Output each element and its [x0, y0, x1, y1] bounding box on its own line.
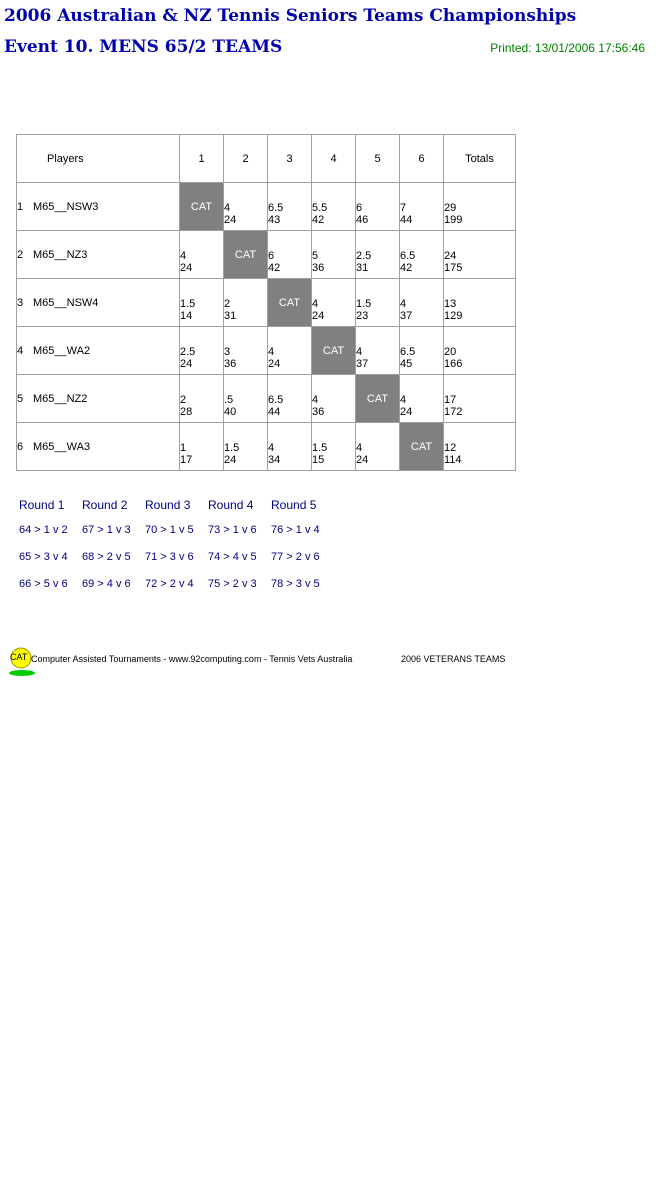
total-cell [444, 375, 516, 423]
score-rubbers: 1 [180, 441, 187, 454]
score-games: 42 [400, 261, 413, 274]
score-cell [180, 423, 224, 471]
cat-cell: CAT [400, 423, 444, 471]
score-cell [312, 375, 356, 423]
player-cell [17, 183, 180, 231]
score-rubbers: 1.5 [224, 441, 240, 454]
cat-cell: CAT [312, 327, 356, 375]
printed-timestamp: Printed: 13/01/2006 17:56:46 [490, 41, 645, 55]
column-header: 6 [400, 135, 444, 183]
round-header: Round 4 [208, 498, 254, 512]
score-games: 31 [356, 261, 369, 274]
score-games: 37 [356, 357, 369, 370]
total-games: 175 [444, 261, 463, 274]
table-row [17, 231, 516, 279]
score-rubbers: 2 [180, 393, 187, 406]
column-header: 3 [268, 135, 312, 183]
round-match: 67 > 1 v 3 [82, 524, 131, 536]
total-games: 166 [444, 357, 463, 370]
score-games: 46 [356, 213, 369, 226]
score-rubbers: 1.5 [312, 441, 328, 454]
player-name: M65__NSW4 [33, 296, 99, 309]
score-games: 37 [400, 309, 413, 322]
score-games: 42 [268, 261, 281, 274]
player-name: M65__WA3 [33, 440, 91, 453]
score-cell [268, 423, 312, 471]
table-row [17, 183, 516, 231]
total-games: 129 [444, 309, 463, 322]
score-rubbers: 4 [180, 249, 187, 262]
score-rubbers: 4 [356, 345, 363, 358]
score-games: 17 [180, 453, 193, 466]
round-match: 78 > 3 v 5 [271, 578, 320, 590]
player-name: M65__NSW3 [33, 200, 99, 213]
score-games: 15 [312, 453, 325, 466]
score-rubbers: 4 [400, 297, 407, 310]
total-rubbers: 20 [444, 345, 457, 358]
score-cell [268, 327, 312, 375]
total-rubbers: 12 [444, 441, 457, 454]
score-games: 23 [356, 309, 369, 322]
score-cell [400, 183, 444, 231]
score-cell [180, 231, 224, 279]
total-games: 114 [444, 453, 462, 466]
cat-cell: CAT [268, 279, 312, 327]
column-header: 4 [312, 135, 356, 183]
round-match: 70 > 1 v 5 [145, 524, 194, 536]
round-match: 64 > 1 v 2 [19, 524, 68, 536]
player-cell [17, 231, 180, 279]
round-match: 71 > 3 v 6 [145, 551, 194, 563]
player-number: 1 [17, 200, 24, 213]
score-games: 28 [180, 405, 193, 418]
logo-text: CAT [10, 652, 28, 662]
footer-credit: Computer Assisted Tournaments - www.92computing.com - Tennis Vets Australia [31, 654, 353, 664]
round-match: 76 > 1 v 4 [271, 524, 320, 536]
player-number: 2 [17, 248, 24, 261]
cat-cell: CAT [180, 183, 224, 231]
score-rubbers: 4 [224, 201, 231, 214]
score-cell [312, 183, 356, 231]
table-row [17, 279, 516, 327]
score-cell [268, 375, 312, 423]
score-cell [400, 279, 444, 327]
score-cell [400, 231, 444, 279]
score-cell [356, 279, 400, 327]
totals-header: Totals [444, 135, 516, 183]
table-row [17, 375, 516, 423]
round-header: Round 2 [82, 498, 128, 512]
score-cell [180, 375, 224, 423]
score-games: 24 [180, 261, 193, 274]
total-rubbers: 13 [444, 297, 457, 310]
score-cell [268, 231, 312, 279]
total-rubbers: 17 [444, 393, 457, 406]
score-rubbers: 4 [356, 441, 363, 454]
table-header-row [17, 135, 516, 183]
score-games: 36 [224, 357, 237, 370]
player-number: 4 [17, 344, 24, 357]
score-rubbers: 2.5 [356, 249, 372, 262]
total-cell [444, 231, 516, 279]
score-games: 24 [224, 453, 237, 466]
round-match: 69 > 4 v 6 [82, 578, 131, 590]
score-games: 24 [400, 405, 413, 418]
page-title: 2006 Australian & NZ Tennis Seniors Teams Championships [4, 6, 577, 26]
round-match: 68 > 2 v 5 [82, 551, 131, 563]
score-games: 43 [268, 213, 281, 226]
footer-event: 2006 VETERANS TEAMS [401, 654, 506, 664]
score-cell [356, 231, 400, 279]
round-header: Round 5 [271, 498, 317, 512]
score-rubbers: 6.5 [400, 249, 416, 262]
score-rubbers: 4 [400, 393, 407, 406]
total-cell [444, 327, 516, 375]
score-cell [180, 279, 224, 327]
score-games: 36 [312, 405, 325, 418]
score-rubbers: 5 [312, 249, 319, 262]
player-cell [17, 279, 180, 327]
player-cell [17, 423, 180, 471]
round-match: 66 > 5 v 6 [19, 578, 68, 590]
score-cell [224, 375, 268, 423]
score-games: 24 [268, 357, 281, 370]
score-rubbers: 6 [356, 201, 363, 214]
score-rubbers: 6.5 [400, 345, 416, 358]
score-games: 24 [224, 213, 237, 226]
results-table [16, 134, 516, 471]
score-rubbers: 6.5 [268, 201, 284, 214]
player-name: M65__NZ2 [33, 392, 88, 405]
score-games: 24 [312, 309, 325, 322]
round-match: 75 > 2 v 3 [208, 578, 257, 590]
score-cell [224, 327, 268, 375]
player-cell [17, 375, 180, 423]
score-games: 44 [268, 405, 281, 418]
column-header: 2 [224, 135, 268, 183]
score-cell [400, 327, 444, 375]
score-rubbers: 1.5 [180, 297, 196, 310]
total-cell [444, 423, 516, 471]
table-row [17, 423, 516, 471]
table-row [17, 327, 516, 375]
total-cell [444, 183, 516, 231]
player-name: M65__NZ3 [33, 248, 88, 261]
score-rubbers: 2.5 [180, 345, 196, 358]
score-games: 36 [312, 261, 325, 274]
score-rubbers: .5 [224, 393, 234, 406]
total-rubbers: 29 [444, 201, 457, 214]
players-header [17, 135, 180, 183]
event-title: Event 10. MENS 65/2 TEAMS [4, 37, 283, 57]
score-games: 31 [224, 309, 237, 322]
score-cell [224, 183, 268, 231]
score-games: 44 [400, 213, 413, 226]
score-rubbers: 6.5 [268, 393, 284, 406]
column-header: 1 [180, 135, 224, 183]
score-games: 24 [356, 453, 369, 466]
player-number: 3 [17, 296, 24, 309]
cat-cell: CAT [224, 231, 268, 279]
score-cell [356, 183, 400, 231]
score-cell [356, 423, 400, 471]
score-games: 14 [180, 309, 193, 322]
score-cell [268, 183, 312, 231]
score-rubbers: 4 [268, 345, 275, 358]
round-header: Round 1 [19, 498, 65, 512]
score-games: 24 [180, 357, 193, 370]
score-rubbers: 3 [224, 345, 231, 358]
score-games: 34 [268, 453, 281, 466]
round-match: 74 > 4 v 5 [208, 551, 257, 563]
score-cell [312, 423, 356, 471]
score-games: 40 [224, 405, 237, 418]
player-number: 6 [17, 440, 24, 453]
score-rubbers: 7 [400, 201, 407, 214]
score-rubbers: 2 [224, 297, 231, 310]
round-match: 65 > 3 v 4 [19, 551, 68, 563]
score-games: 42 [312, 213, 325, 226]
player-cell [17, 327, 180, 375]
score-cell [224, 279, 268, 327]
cat-cell: CAT [356, 375, 400, 423]
players-label: Players [47, 152, 84, 165]
total-rubbers: 24 [444, 249, 457, 262]
total-games: 172 [444, 405, 463, 418]
round-match: 72 > 2 v 4 [145, 578, 194, 590]
score-cell [180, 327, 224, 375]
score-games: 45 [400, 357, 413, 370]
score-cell [356, 327, 400, 375]
player-name: M65__WA2 [33, 344, 91, 357]
column-header: 5 [356, 135, 400, 183]
score-rubbers: 4 [268, 441, 275, 454]
total-games: 199 [444, 213, 463, 226]
score-rubbers: 4 [312, 297, 319, 310]
score-rubbers: 6 [268, 249, 275, 262]
round-match: 77 > 2 v 6 [271, 551, 320, 563]
round-header: Round 3 [145, 498, 191, 512]
score-rubbers: 1.5 [356, 297, 372, 310]
score-rubbers: 4 [312, 393, 319, 406]
score-cell [312, 231, 356, 279]
player-number: 5 [17, 392, 24, 405]
score-rubbers: 5.5 [312, 201, 328, 214]
score-cell [312, 279, 356, 327]
total-cell [444, 279, 516, 327]
score-cell [224, 423, 268, 471]
score-cell [400, 375, 444, 423]
round-match: 73 > 1 v 6 [208, 524, 257, 536]
